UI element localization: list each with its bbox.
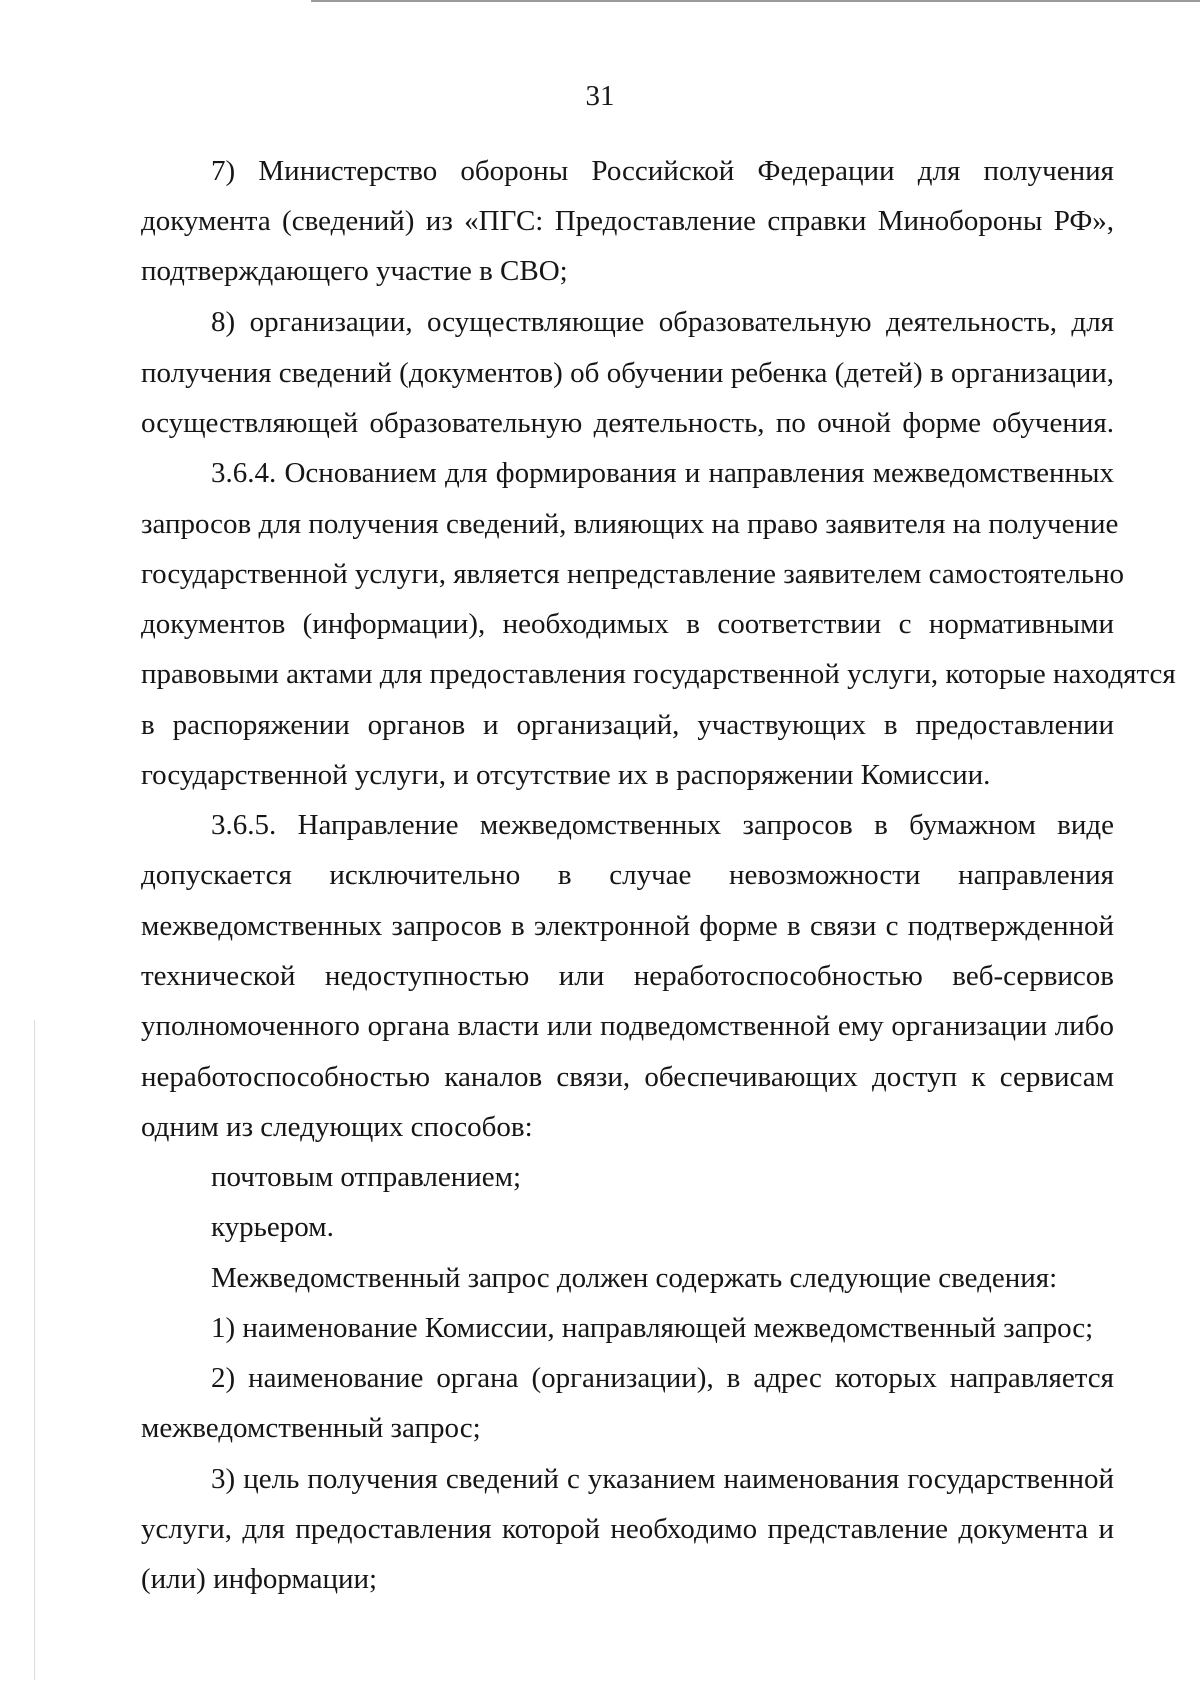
text-line: государственной услуги, является непредставление заявителем самостоятельно	[141, 558, 1124, 590]
text-line: межведомственных запросов в электронной форме в связи с подтвержденной	[141, 910, 1114, 942]
text-line: Межведомственный запрос должен содержать следующие сведения:	[211, 1262, 1058, 1294]
text-line: одним из следующих способов:	[141, 1111, 533, 1143]
text-line: 7) Министерство обороны Российской Федерации для получения	[211, 155, 1114, 187]
scan-left-edge	[34, 1020, 35, 1680]
text-line: получения сведений (документов) об обучении ребенка (детей) в организации,	[141, 357, 1114, 389]
text-line: 3.6.5. Направление межведомственных запросов в бумажном виде	[211, 809, 1114, 841]
text-line: уполномоченного органа власти или подведомственной ему организации либо	[141, 1010, 1114, 1042]
text-line: государственной услуги, и отсутствие их в распоряжении Комиссии.	[141, 759, 991, 791]
text-line: 3) цель получения сведений с указанием наименования государственной	[211, 1463, 1114, 1495]
text-line: правовыми актами для предоставления государственной услуги, которые находятся	[141, 658, 1176, 690]
text-line: 3.6.4. Основанием для формирования и направления межведомственных	[211, 457, 1114, 489]
text-line: курьером.	[211, 1211, 334, 1243]
text-line: 2) наименование органа (организации), в адрес которых направляется	[211, 1362, 1114, 1394]
text-line: 8) организации, осуществляющие образовательную деятельность, для	[211, 306, 1114, 338]
text-line: межведомственный запрос;	[141, 1412, 481, 1444]
text-line: (или) информации;	[141, 1563, 378, 1595]
text-line: осуществляющей образовательную деятельность, по очной форме обучения.	[141, 407, 1114, 439]
text-line: услуги, для предоставления которой необходимо представление документа и	[141, 1513, 1114, 1545]
text-line: запросов для получения сведений, влияющих на право заявителя на получение	[141, 508, 1119, 540]
text-line: документов (информации), необходимых в соответствии с нормативными	[141, 608, 1114, 640]
page-number: 31	[585, 80, 615, 112]
text-line: в распоряжении органов и организаций, участвующих в предоставлении	[141, 709, 1114, 741]
text-line: почтовым отправлением;	[211, 1161, 522, 1193]
text-line: подтверждающего участие в СВО;	[141, 255, 568, 287]
text-line: неработоспособностью каналов связи, обеспечивающих доступ к сервисам	[141, 1061, 1114, 1093]
text-line: документа (сведений) из «ПГС: Предоставление справки Минобороны РФ»,	[141, 205, 1114, 237]
text-line: допускается исключительно в случае невозможности направления	[141, 859, 1114, 891]
text-line: технической недоступностью или неработоспособностью веб-сервисов	[141, 960, 1114, 992]
text-line: 1) наименование Комиссии, направляющей межведомственный запрос;	[211, 1312, 1094, 1344]
scan-top-edge	[311, 0, 1200, 2]
